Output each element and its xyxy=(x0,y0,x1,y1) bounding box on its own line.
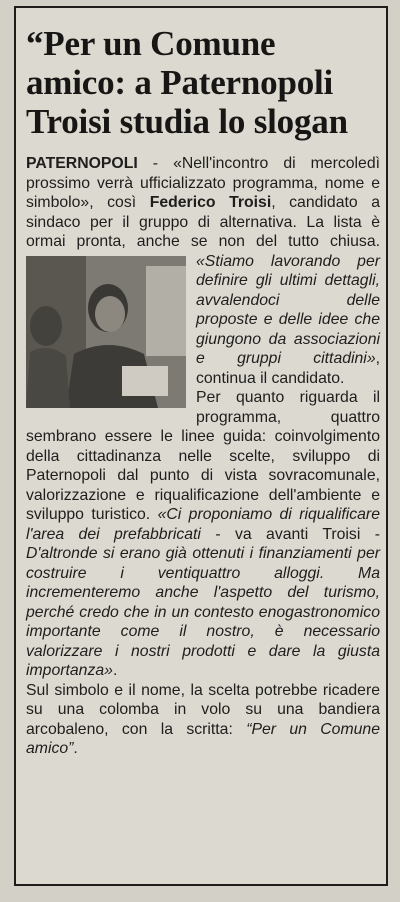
paragraph-1 xyxy=(26,154,380,388)
p2-quote-1: «Ci proponiamo di riqualificare l'area dei prefabbricati xyxy=(26,506,380,543)
p3-text-b: . xyxy=(73,740,78,757)
candidate-photo xyxy=(26,256,186,408)
article-frame xyxy=(14,6,388,886)
dateline: PATERNOPOLI xyxy=(26,155,138,172)
p1-text-b: , candidato a sindaco per il gruppo di alternativa. La lista è ormai pronta, anche se non del tutto chiusa. xyxy=(26,194,380,250)
p2-text-b: - va avanti Troisi - xyxy=(200,525,380,543)
paragraph-3 xyxy=(26,681,380,759)
p1-text-a: - «Nell'incontro di mercoledì prossimo verrà ufficializzato programma, nome e simbolo», così xyxy=(26,155,380,211)
p1-text-c: , continua il candidato. xyxy=(196,350,380,387)
candidate-name: Federico Troisi xyxy=(149,194,272,211)
p3-quote: “Per un Comune amico” xyxy=(26,720,380,757)
p2-text-c: . xyxy=(112,662,118,679)
p1-quote: «Stiamo lavorando per definire gli ultimi dettagli, avvalendoci delle proposte e delle idee che giungono da associazioni e gruppi cittadini» xyxy=(196,252,380,367)
article-body xyxy=(26,154,380,759)
candidate-photo-image xyxy=(26,256,186,408)
headline: “Per un Comune amico: a Paternopoli Troisi studia lo slogan xyxy=(26,24,348,141)
p2-quote-2: D'altronde si erano già ottenuti i finanziamenti per costruire i ventiquattro alloggi. Ma incrementeremo anche l'aspetto del turismo, perché credo che in un contesto enogastronomico importante come il nostro, è necessario valorizzare i nostri prodotti e dare la giusta importanza» xyxy=(26,545,380,679)
paragraph-2 xyxy=(26,388,380,681)
p2-text-a: Per quanto riguarda il programma, quattro sembrano essere le linee guida: coinvolgimento della cittadinanza nelle scelte, sviluppo di Paternopoli dal punto di vista sovracomunale, valorizzazione e riqualificazione dell'ambiente e sviluppo turistico. xyxy=(26,389,380,523)
p3-text-a: Sul simbolo e il nome, la scelta potrebbe ricadere su una colomba in volo su una bandiera arcobaleno, con la scritta: xyxy=(26,681,380,738)
